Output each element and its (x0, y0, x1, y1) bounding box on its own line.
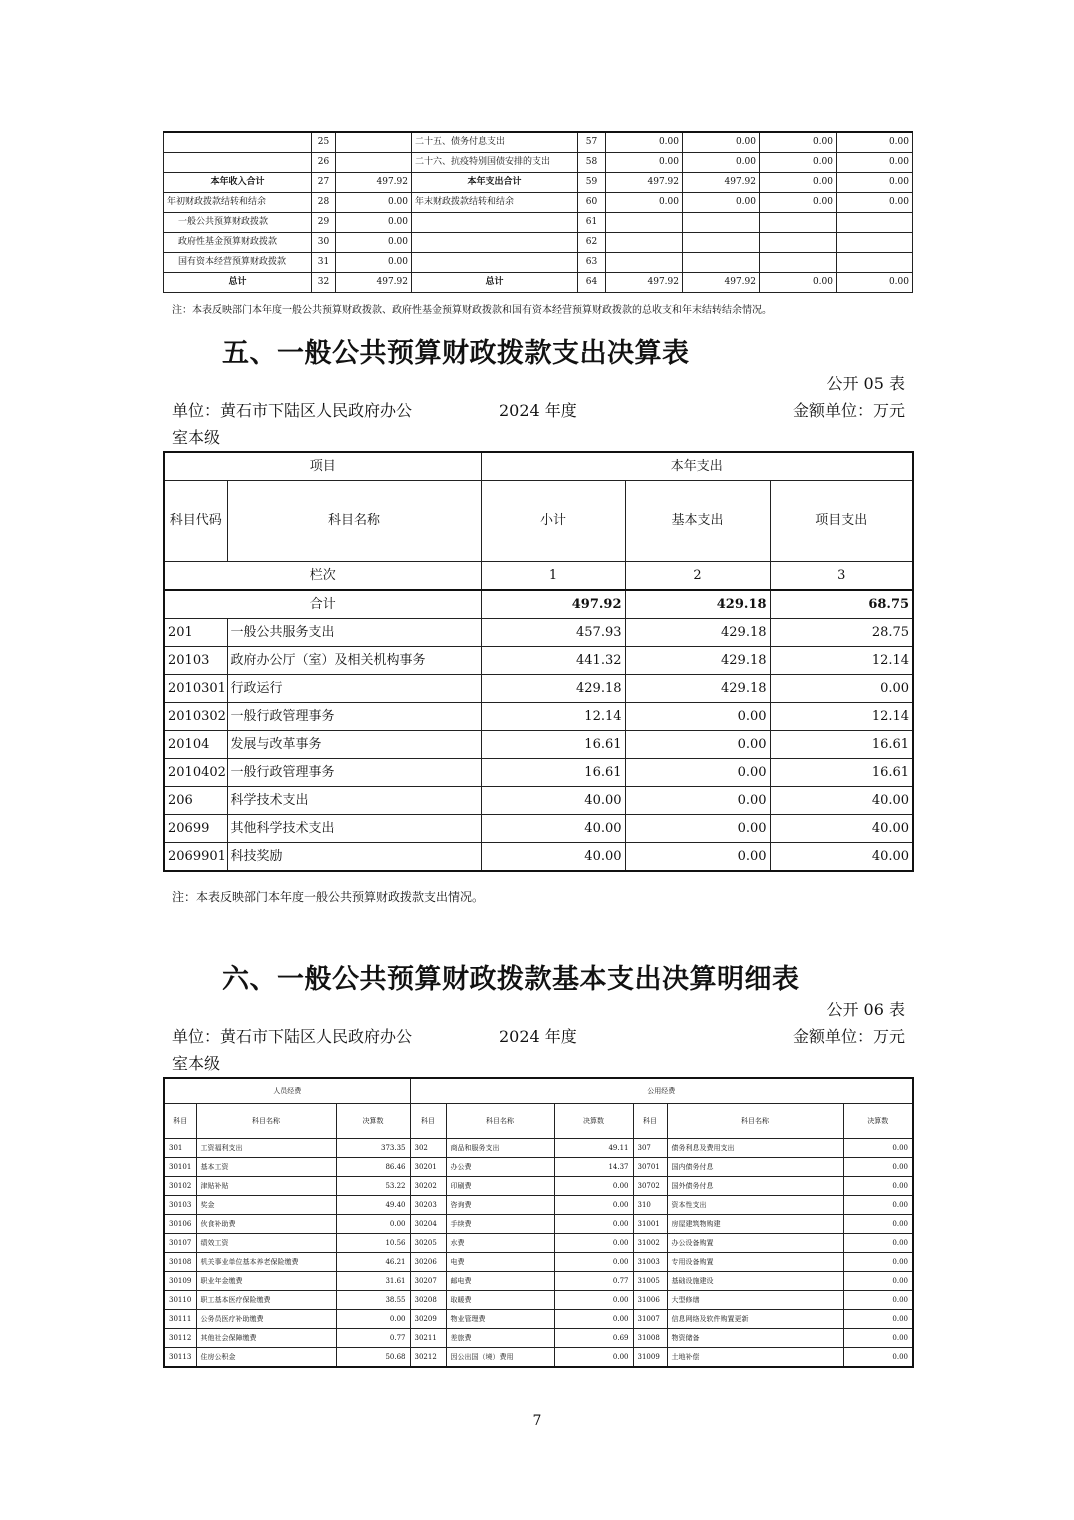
table-cell: 基本工资 (196, 1158, 336, 1177)
table-cell: 373.35 (336, 1139, 410, 1158)
table-cell (683, 213, 760, 233)
total-label: 合计 (164, 590, 481, 619)
table-cell: 40.00 (770, 787, 913, 815)
table-cell: 30701 (633, 1158, 667, 1177)
table-cell (837, 253, 913, 273)
table-cell: 0.00 (770, 675, 913, 703)
table-cell: 0.00 (843, 1253, 913, 1272)
table-cell: 2010402 (164, 759, 227, 787)
table-cell: 32 (312, 273, 336, 293)
table-cell: 429.18 (625, 619, 770, 647)
table-cell: 429.18 (481, 675, 625, 703)
table-cell: 206 (164, 787, 227, 815)
col-name: 科目名称 (196, 1104, 336, 1139)
table-cell: 0.00 (843, 1215, 913, 1234)
header-name: 科目名称 (227, 481, 481, 562)
table-cell: 0.00 (843, 1139, 913, 1158)
header-code: 科目代码 (164, 481, 227, 562)
table-cell: 0.00 (336, 253, 412, 273)
table-cell: 债务利息及费用支出 (667, 1139, 843, 1158)
table-cell: 30102 (164, 1177, 196, 1196)
table-cell: 2010301 (164, 675, 227, 703)
table-cell: 30206 (410, 1253, 446, 1272)
table-cell: 497.92 (606, 173, 683, 193)
table-cell: 0.00 (837, 132, 913, 153)
table-cell: 0.00 (336, 1215, 410, 1234)
table-cell: 201 (164, 619, 227, 647)
table-cell: 60 (578, 193, 606, 213)
table-cell: 0.00 (837, 173, 913, 193)
table-cell: 0.00 (683, 153, 760, 173)
table-row (164, 703, 913, 731)
table-cell: 29 (312, 213, 336, 233)
table-cell: 0.00 (760, 193, 837, 213)
col-code: 科目 (164, 1104, 196, 1139)
table-cell: 64 (578, 273, 606, 293)
table-cell (606, 233, 683, 253)
table-cell: 30204 (410, 1215, 446, 1234)
table-row (164, 619, 913, 647)
table-row (164, 273, 913, 293)
table-cell: 30202 (410, 1177, 446, 1196)
currency-label: 金额单位：万元 (792, 1027, 905, 1046)
income-expense-table (163, 131, 913, 293)
table-cell: 房屋建筑物购建 (667, 1215, 843, 1234)
table-cell: 40.00 (481, 787, 625, 815)
table-cell: 0.00 (336, 233, 412, 253)
table-cell: 总计 (164, 273, 312, 293)
table-cell: 科技奖励 (227, 843, 481, 872)
table-cell: 30211 (410, 1329, 446, 1348)
table-cell: 商品和服务支出 (446, 1139, 554, 1158)
table-row (164, 1253, 913, 1272)
table-cell: 0.00 (554, 1253, 633, 1272)
unit-label-cont: 室本级 (172, 1054, 221, 1073)
table-cell: 12.14 (770, 647, 913, 675)
section5-code: 公开 05 表 (826, 374, 905, 393)
table-cell (606, 213, 683, 233)
lanci-label: 栏次 (164, 562, 481, 591)
table-row (164, 1215, 913, 1234)
table-cell: 0.00 (843, 1329, 913, 1348)
table-row (164, 731, 913, 759)
lanci-3: 3 (770, 562, 913, 591)
table-cell: 办公设备购置 (667, 1234, 843, 1253)
table4-note: 注：本表反映部门本年度一般公共预算财政拨款、政府性基金预算财政拨款和国有资本经营预算财政拨款的总收支和年末结转结余情况。 (172, 305, 772, 316)
table-cell: 30 (312, 233, 336, 253)
table-cell: 发展与改革事务 (227, 731, 481, 759)
table-row (164, 759, 913, 787)
table-cell (683, 233, 760, 253)
table-cell: 31005 (633, 1272, 667, 1291)
table-row (164, 815, 913, 843)
year-label: 2024 年度 (499, 1027, 577, 1046)
table-cell: 497.92 (336, 273, 412, 293)
table-cell: 0.00 (843, 1177, 913, 1196)
table-cell: 取暖费 (446, 1291, 554, 1310)
lanci-1: 1 (481, 562, 625, 591)
table-row (164, 193, 913, 213)
table-cell: 86.46 (336, 1158, 410, 1177)
section5-title: 五、一般公共预算财政拨款支出决算表 (222, 338, 690, 369)
col-amount: 决算数 (336, 1104, 410, 1139)
table-cell: 土地补偿 (667, 1348, 843, 1368)
table-cell: 0.77 (554, 1272, 633, 1291)
table-cell: 497.92 (606, 273, 683, 293)
table-cell: 基础设施建设 (667, 1272, 843, 1291)
basic-expenditure-detail-table (163, 1077, 914, 1368)
table-cell: 国内债务付息 (667, 1158, 843, 1177)
table-cell: 16.61 (770, 759, 913, 787)
table-row (164, 253, 913, 273)
table-cell: 0.00 (843, 1196, 913, 1215)
table-row (164, 647, 913, 675)
table-cell: 30208 (410, 1291, 446, 1310)
table-cell: 0.00 (760, 173, 837, 193)
table-cell: 10.56 (336, 1234, 410, 1253)
table-cell: 专用设备购置 (667, 1253, 843, 1272)
table-cell: 50.68 (336, 1348, 410, 1368)
table-cell: 30103 (164, 1196, 196, 1215)
table-row (164, 1348, 913, 1368)
table-cell (336, 132, 412, 153)
table-cell: 16.61 (770, 731, 913, 759)
page-number: 7 (532, 1413, 542, 1429)
col-amount: 决算数 (554, 1104, 633, 1139)
unit-label: 单位：黄石市下陆区人民政府办公 (172, 1027, 413, 1046)
table-cell: 工资福利支出 (196, 1139, 336, 1158)
table-cell: 0.00 (625, 815, 770, 843)
table-row (164, 675, 913, 703)
table-cell: 0.00 (606, 153, 683, 173)
table-cell: 0.00 (760, 153, 837, 173)
table-cell: 25 (312, 132, 336, 153)
table-cell: 31001 (633, 1215, 667, 1234)
total-subtotal: 497.92 (481, 590, 625, 619)
table-cell: 31.61 (336, 1272, 410, 1291)
table-row (164, 843, 913, 872)
table-cell (837, 213, 913, 233)
table-cell: 0.00 (554, 1177, 633, 1196)
table-cell: 46.21 (336, 1253, 410, 1272)
table-cell: 14.37 (554, 1158, 633, 1177)
header-basic: 基本支出 (625, 481, 770, 562)
table-cell: 497.92 (683, 173, 760, 193)
table-cell: 二十六、抗疫特别国债安排的支出 (412, 153, 578, 173)
table-row (164, 233, 913, 253)
table-cell: 49.11 (554, 1139, 633, 1158)
table-cell: 59 (578, 173, 606, 193)
table5-note: 注：本表反映部门本年度一般公共预算财政拨款支出情况。 (172, 890, 485, 904)
table-row (164, 1196, 913, 1215)
table-cell: 其他社会保障缴费 (196, 1329, 336, 1348)
header-public: 公用经费 (410, 1078, 913, 1104)
table-cell: 0.00 (625, 703, 770, 731)
table-cell: 伙食补助费 (196, 1215, 336, 1234)
col-name: 科目名称 (446, 1104, 554, 1139)
table-cell: 31008 (633, 1329, 667, 1348)
table-cell: 机关事业单位基本养老保险缴费 (196, 1253, 336, 1272)
table-cell: 31 (312, 253, 336, 273)
header-current: 本年支出 (481, 452, 913, 481)
table-cell: 62 (578, 233, 606, 253)
currency-label: 金额单位：万元 (792, 401, 905, 420)
unit-label: 单位：黄石市下陆区人民政府办公 (172, 401, 413, 420)
table-row (164, 153, 913, 173)
table-cell: 30212 (410, 1348, 446, 1368)
table-cell: 差旅费 (446, 1329, 554, 1348)
col-name: 科目名称 (667, 1104, 843, 1139)
table-cell: 0.00 (683, 132, 760, 153)
table-row (164, 1234, 913, 1253)
table-cell (837, 233, 913, 253)
table-cell: 429.18 (625, 675, 770, 703)
col-amount: 决算数 (843, 1104, 913, 1139)
table-cell: 津贴补贴 (196, 1177, 336, 1196)
table-cell: 0.00 (843, 1310, 913, 1329)
lanci-2: 2 (625, 562, 770, 591)
table-cell: 大型修缮 (667, 1291, 843, 1310)
table-cell: 0.69 (554, 1329, 633, 1348)
table-cell: 国有资本经营预算财政拨款 (164, 253, 312, 273)
table-cell: 0.00 (837, 273, 913, 293)
table-row (164, 132, 913, 153)
table-cell: 政府性基金预算财政拨款 (164, 233, 312, 253)
table-cell: 科学技术支出 (227, 787, 481, 815)
table-cell: 0.00 (625, 787, 770, 815)
table-cell: 0.00 (837, 193, 913, 213)
table-cell: 其他科学技术支出 (227, 815, 481, 843)
table-cell: 307 (633, 1139, 667, 1158)
table-cell: 0.00 (625, 843, 770, 872)
table-cell: 30205 (410, 1234, 446, 1253)
table-cell: 58 (578, 153, 606, 173)
table-cell: 奖金 (196, 1196, 336, 1215)
header-item: 项目 (164, 452, 481, 481)
table-cell: 0.00 (683, 193, 760, 213)
table-cell: 一般行政管理事务 (227, 759, 481, 787)
table-cell: 政府办公厅（室）及相关机构事务 (227, 647, 481, 675)
table-cell: 40.00 (770, 815, 913, 843)
table-cell: 水费 (446, 1234, 554, 1253)
table-cell: 16.61 (481, 759, 625, 787)
table-row (164, 1139, 913, 1158)
table-cell: 住房公积金 (196, 1348, 336, 1368)
table-cell: 30106 (164, 1215, 196, 1234)
table-cell: 30209 (410, 1310, 446, 1329)
table-cell: 0.00 (336, 1310, 410, 1329)
table-cell: 497.92 (683, 273, 760, 293)
table-cell: 0.00 (625, 731, 770, 759)
table-cell: 0.00 (554, 1234, 633, 1253)
table-cell: 30108 (164, 1253, 196, 1272)
table-cell: 30101 (164, 1158, 196, 1177)
table-cell (336, 153, 412, 173)
total-project: 68.75 (770, 590, 913, 619)
section6-title: 六、一般公共预算财政拨款基本支出决算明细表 (222, 964, 800, 995)
table-cell: 印刷费 (446, 1177, 554, 1196)
table-cell: 0.00 (760, 132, 837, 153)
table-cell: 30207 (410, 1272, 446, 1291)
table-cell: 12.14 (770, 703, 913, 731)
table-cell: 31006 (633, 1291, 667, 1310)
table-cell: 30203 (410, 1196, 446, 1215)
table-cell: 30107 (164, 1234, 196, 1253)
table-cell: 手续费 (446, 1215, 554, 1234)
table-cell: 53.22 (336, 1177, 410, 1196)
table-cell: 职工基本医疗保险缴费 (196, 1291, 336, 1310)
table-cell: 28.75 (770, 619, 913, 647)
table-cell: 0.00 (336, 213, 412, 233)
header-personnel: 人员经费 (164, 1078, 410, 1104)
table-cell: 物资储备 (667, 1329, 843, 1348)
table-cell (164, 153, 312, 173)
table-cell: 26 (312, 153, 336, 173)
table-cell: 441.32 (481, 647, 625, 675)
table-cell: 0.00 (606, 193, 683, 213)
table-row (164, 1177, 913, 1196)
table-cell: 办公费 (446, 1158, 554, 1177)
section6-code: 公开 06 表 (826, 1000, 905, 1019)
table-cell: 0.00 (843, 1291, 913, 1310)
table-row (164, 1158, 913, 1177)
table-cell: 信息网络及软件购置更新 (667, 1310, 843, 1329)
table-cell: 国外债务付息 (667, 1177, 843, 1196)
table-row (164, 1329, 913, 1348)
col-code: 科目 (410, 1104, 446, 1139)
table-cell: 40.00 (481, 843, 625, 872)
table-cell: 总计 (412, 273, 578, 293)
table-cell: 本年支出合计 (412, 173, 578, 193)
table-cell: 57 (578, 132, 606, 153)
table-cell: 30110 (164, 1291, 196, 1310)
table-cell: 0.00 (554, 1196, 633, 1215)
table-cell: 0.00 (843, 1348, 913, 1368)
table-cell (412, 233, 578, 253)
table-row (164, 1310, 913, 1329)
table-cell: 2069901 (164, 843, 227, 872)
table-cell: 12.14 (481, 703, 625, 731)
table-cell: 职业年金缴费 (196, 1272, 336, 1291)
table-cell: 0.00 (837, 153, 913, 173)
table-cell: 63 (578, 253, 606, 273)
table-cell: 行政运行 (227, 675, 481, 703)
table-cell: 邮电费 (446, 1272, 554, 1291)
table-cell: 30113 (164, 1348, 196, 1368)
table-cell: 457.93 (481, 619, 625, 647)
expenditure-table (163, 451, 914, 872)
table-row (164, 787, 913, 815)
table-cell: 49.40 (336, 1196, 410, 1215)
table-cell: 0.00 (336, 193, 412, 213)
table-cell: 咨询费 (446, 1196, 554, 1215)
table-cell: 16.61 (481, 731, 625, 759)
table-cell: 27 (312, 173, 336, 193)
table-cell: 30111 (164, 1310, 196, 1329)
table-cell: 30112 (164, 1329, 196, 1348)
table-cell: 0.00 (760, 273, 837, 293)
header-project: 项目支出 (770, 481, 913, 562)
table-cell: 30109 (164, 1272, 196, 1291)
table-cell: 2010302 (164, 703, 227, 731)
table-cell: 一般行政管理事务 (227, 703, 481, 731)
table-cell: 40.00 (481, 815, 625, 843)
table-cell: 本年收入合计 (164, 173, 312, 193)
table-cell: 61 (578, 213, 606, 233)
table-cell: 年末财政拨款结转和结余 (412, 193, 578, 213)
table-cell: 0.00 (843, 1158, 913, 1177)
table-cell: 二十五、债务付息支出 (412, 132, 578, 153)
table-cell: 310 (633, 1196, 667, 1215)
table-cell: 0.00 (554, 1215, 633, 1234)
table-row (164, 1291, 913, 1310)
table-cell: 31009 (633, 1348, 667, 1368)
table-cell: 物业管理费 (446, 1310, 554, 1329)
table-cell (606, 253, 683, 273)
table-cell: 301 (164, 1139, 196, 1158)
table-cell: 31007 (633, 1310, 667, 1329)
table-cell: 429.18 (625, 647, 770, 675)
table-cell: 电费 (446, 1253, 554, 1272)
table-cell (760, 233, 837, 253)
table-cell: 497.92 (336, 173, 412, 193)
table-cell: 28 (312, 193, 336, 213)
table-row (164, 213, 913, 233)
table-cell: 年初财政拨款结转和结余 (164, 193, 312, 213)
table-cell: 20103 (164, 647, 227, 675)
table-cell (760, 253, 837, 273)
table-cell: 0.00 (554, 1348, 633, 1368)
table-cell: 20104 (164, 731, 227, 759)
table-cell: 0.00 (606, 132, 683, 153)
table-cell: 40.00 (770, 843, 913, 872)
table-cell: 一般公共预算财政拨款 (164, 213, 312, 233)
unit-label-cont: 室本级 (172, 428, 221, 447)
table-cell (683, 253, 760, 273)
table-cell: 31003 (633, 1253, 667, 1272)
col-code: 科目 (633, 1104, 667, 1139)
table-cell: 30201 (410, 1158, 446, 1177)
table-row (164, 1272, 913, 1291)
table-cell (412, 253, 578, 273)
table-cell: 公务员医疗补助缴费 (196, 1310, 336, 1329)
table-cell: 因公出国（境）费用 (446, 1348, 554, 1368)
table-cell: 30702 (633, 1177, 667, 1196)
table-cell: 31002 (633, 1234, 667, 1253)
total-basic: 429.18 (625, 590, 770, 619)
year-label: 2024 年度 (499, 401, 577, 420)
table-cell: 0.00 (843, 1234, 913, 1253)
table-cell: 资本性支出 (667, 1196, 843, 1215)
table-cell: 0.00 (554, 1291, 633, 1310)
table-cell: 0.77 (336, 1329, 410, 1348)
table-cell: 20699 (164, 815, 227, 843)
table-cell: 绩效工资 (196, 1234, 336, 1253)
table-row (164, 173, 913, 193)
header-subtotal: 小计 (481, 481, 625, 562)
table-cell (760, 213, 837, 233)
table-cell: 302 (410, 1139, 446, 1158)
table-cell: 一般公共服务支出 (227, 619, 481, 647)
table-cell (164, 132, 312, 153)
table-cell: 0.00 (625, 759, 770, 787)
table-cell: 0.00 (843, 1272, 913, 1291)
table-cell: 38.55 (336, 1291, 410, 1310)
table-cell (412, 213, 578, 233)
table-cell: 0.00 (554, 1310, 633, 1329)
